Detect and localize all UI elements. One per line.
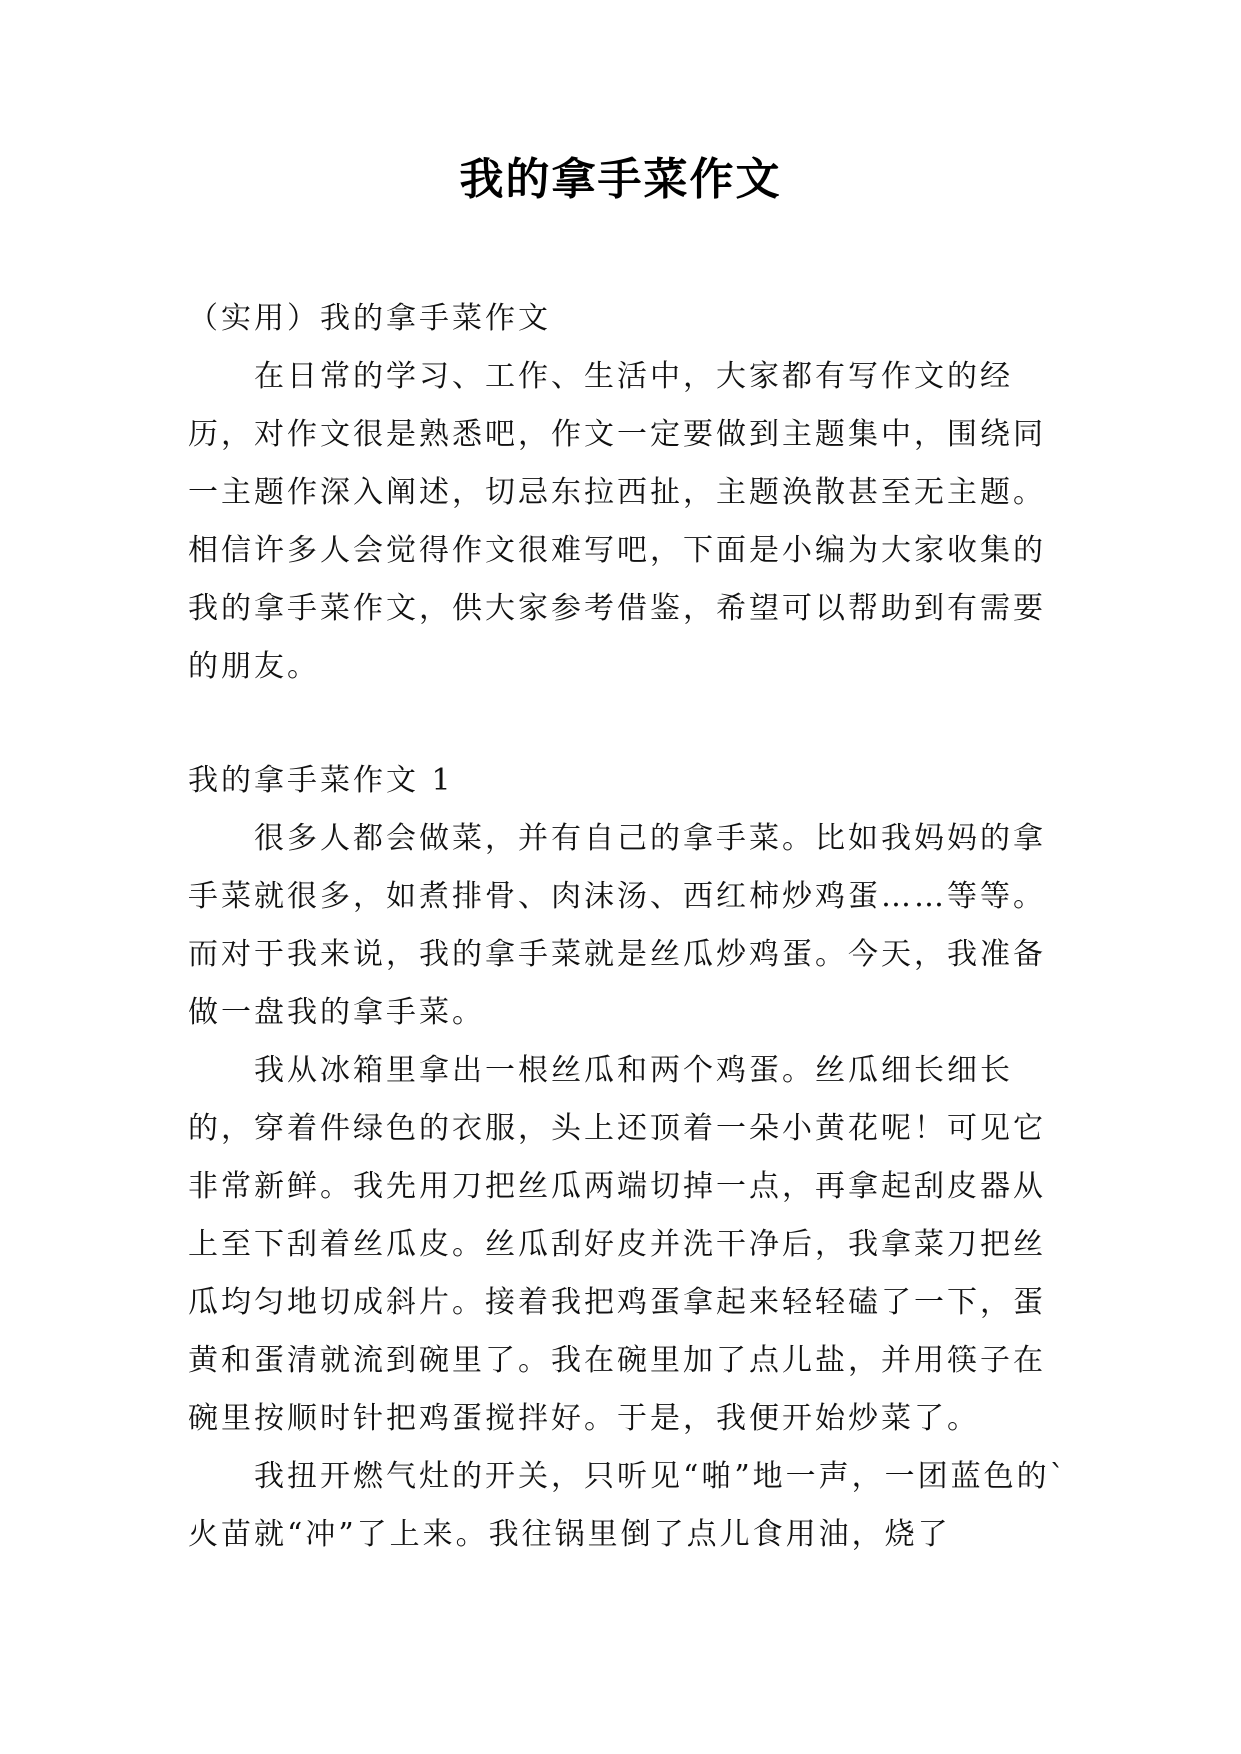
section-spacer	[188, 696, 1068, 752]
section-heading: 我的拿手菜作文 1	[188, 763, 454, 798]
body-paragraph: 很多人都会做菜，并有自己的拿手菜。比如我妈妈的拿手菜就很多，如煮排骨、肉沫汤、西红柿炒鸡蛋……等等。而对于我来说，我的拿手菜就是丝瓜炒鸡蛋。今天，我准备做一盘我的拿手菜。	[188, 821, 1046, 1030]
body-paragraph: 我扭开燃气灶的开关，只听见“啪”地一声，一团蓝色的`火苗就“冲”了上来。我往锅里倒了点儿食用油，烧了	[188, 1459, 1068, 1552]
body-paragraph: 我从冰箱里拿出一根丝瓜和两个鸡蛋。丝瓜细长细长的，穿着件绿色的衣服，头上还顶着一朵小黄花呢！可见它非常新鲜。我先用刀把丝瓜两端切掉一点，再拿起刮皮器从上至下刮着丝瓜皮。丝瓜刮好皮并洗干净后，我拿菜刀把丝瓜均匀地切成斜片。接着我把鸡蛋拿起来轻轻磕了一下，蛋黄和蛋清就流到碗里了。我在碗里加了点儿盐，并用筷子在碗里按顺时针把鸡蛋搅拌好。于是，我便开始炒菜了。	[188, 1053, 1046, 1436]
intro-paragraph: 在日常的学习、工作、生活中，大家都有写作文的经历，对作文很是熟悉吧，作文一定要做到主题集中，围绕同一主题作深入阐述，切忌东拉西扯，主题涣散甚至无主题。相信许多人会觉得作文很难写吧，下面是小编为大家收集的我的拿手菜作文，供大家参考借鉴，希望可以帮助到有需要的朋友。	[188, 359, 1046, 684]
document-body	[188, 290, 1068, 1564]
document-title: 我的拿手菜作文	[459, 154, 782, 205]
document-subtitle: （实用）我的拿手菜作文	[188, 301, 551, 336]
